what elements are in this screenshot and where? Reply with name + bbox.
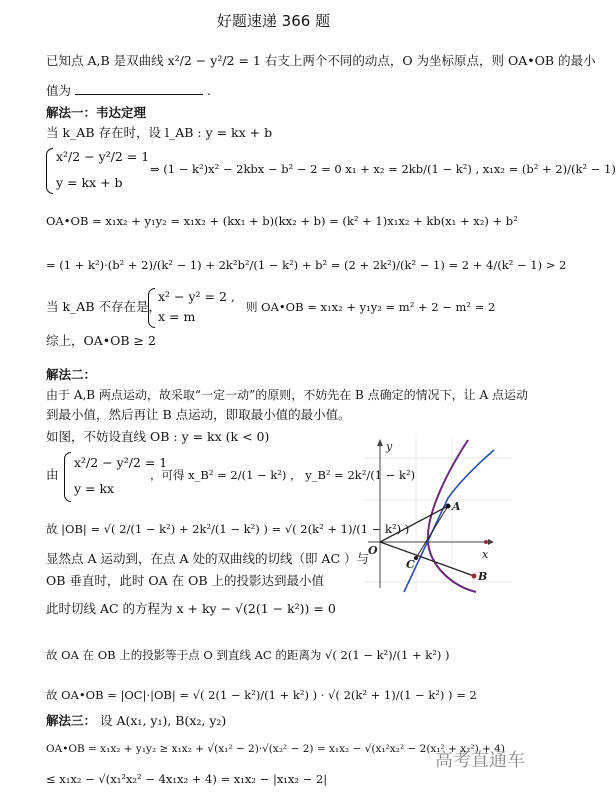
method2-para-7: 此时切线 AC 的方程为 x + ky − √(2(1 − k²)) = 0: [46, 601, 336, 616]
method1-line-5-prefix: 当 k_AB 不存在是，: [46, 299, 161, 314]
method2-system-suffix: ，可得 x_B² = 2/(1 − k²) ， y_B² = 2k²/(1 − k²): [150, 468, 416, 482]
method1-line-1: 当 k_AB 存在时，设 l_AB : y = kx + b: [46, 125, 273, 140]
page-title: 好题速递 366 题: [216, 12, 331, 30]
method1-system2-brace: [148, 288, 155, 328]
method2-para-6: OB 垂直时，此时 OA 在 OB 上的投影达到最小值: [46, 573, 325, 588]
x-axis-label: x: [482, 548, 489, 561]
segment-oa: [380, 506, 448, 542]
x-axis-arrow: [488, 539, 494, 545]
method1-line-5-suffix: 则 OA•OB = x₁x₂ + y₁y₂ = m² + 2 − m² = 2: [246, 300, 496, 314]
method1-line-3: OA•OB = x₁x₂ + y₁y₂ = x₁x₂ + (kx₁ + b)(kx₂ + b) = (k² + 1)x₁x₂ + kb(x₁ + x₂) + b²: [46, 214, 518, 228]
method2-system-eq-2: y = kx: [74, 481, 115, 496]
answer-blank: [75, 82, 203, 95]
method2-para-2: 到最小值，然后再让 B 点运动，即取最小值的最小值。: [46, 407, 351, 422]
hyperbola-figure: [364, 436, 512, 592]
method2-para-9: 故 OA•OB = |OC|·|OB| = √( 2(1 − k²)/(1 + k²) ) · √( 2(k² + 1)/(1 − k²) ) = 2: [46, 688, 477, 702]
method2-para-4: 故 |OB| = √( 2/(1 − k²) + 2k²/(1 − k²) ) = √( 2(k² + 1)/(1 − k²) ): [46, 522, 410, 536]
method1-system-brace: [46, 148, 53, 194]
segment-ob: [380, 542, 474, 576]
method2-system-prefix: 由: [46, 467, 59, 482]
y-axis-label: y: [386, 440, 393, 453]
method3-line-1: OA•OB = x₁x₂ + y₁y₂ ≥ x₁x₂ + √(x₁² − 2)·√(x₂² − 2) = x₁x₂ − √(x₁²x₂² − 2(x₁² + x₂²) + 4): [46, 743, 505, 755]
method1-system2-eq-2: x = m: [158, 309, 196, 324]
problem-line-2-suffix: .: [206, 83, 211, 98]
x-axis-marker: [484, 540, 488, 544]
method1-line-4: = (1 + k²)·(b² + 2)/(k² − 1) + 2k²b²/(1 − k²) + b² = (2 + 2k²)/(k² − 1) = 2 + 4/(k² − 1) > 2: [46, 258, 567, 272]
method1-system-eq-1: x²/2 − y²/2 = 1: [56, 149, 150, 164]
y-axis-arrow: [377, 439, 383, 446]
watermark: 高考直通车: [435, 750, 525, 771]
method2-para-1: 由于 A,B 两点运动，故采取“一定一动”的原则，不妨先在 B 点确定的情况下，让 A 点运动: [46, 388, 528, 402]
method1-system-eq-2: y = kx + b: [56, 175, 123, 190]
method2-system-brace: [64, 452, 71, 502]
method1-heading: 解法一：韦达定理: [46, 105, 147, 120]
method2-para-5: 显然点 A 运动到，在点 A 处的双曲线的切线（即 AC ）与: [46, 551, 369, 566]
problem-line-1: 已知点 A,B 是双曲线 x²/2 − y²/2 = 1 右支上两个不同的动点，O 为坐标原点，则 OA•OB 的最小: [46, 53, 596, 68]
point-c-label: C: [406, 558, 415, 571]
origin-label: O: [368, 544, 378, 557]
point-a: [446, 504, 451, 509]
method2-para-8: 故 OA 在 OB 上的投影等于点 O 到直线 AC 的距离为 √( 2(1 − k²)/(1 + k²) ): [46, 648, 450, 662]
point-b-label: B: [478, 570, 488, 583]
method2-system-eq-1: x²/2 − y²/2 = 1: [74, 455, 168, 470]
method2-para-3: 如图，不妨设直线 OB : y = kx (k < 0): [46, 429, 270, 444]
method3-heading-suffix: 设 A(x₁, y₁), B(x₂, y₂): [100, 713, 227, 728]
method1-system2-eq-1: x² − y² = 2 ,: [158, 289, 235, 304]
method3-heading-line: [46, 712, 226, 730]
method1-line-6: 综上，OA•OB ≥ 2: [46, 333, 156, 348]
method3-line-2: ≤ x₁x₂ − √(x₁²x₂² − 4x₁x₂ + 4) = x₁x₂ − |x₁x₂ − 2|: [46, 772, 328, 786]
problem-line-2-prefix: 值为: [46, 83, 72, 98]
method2-heading: 解法二：: [46, 367, 97, 382]
method3-heading: 解法三：: [46, 713, 97, 728]
method1-line-2: ⇒ (1 − k²)x² − 2kbx − b² − 2 = 0 x₁ + x₂ = 2kb/(1 − k²) , x₁x₂ = (b² + 2)/(k² − 1): [150, 162, 616, 176]
point-a-label: A: [452, 500, 461, 513]
point-b: [472, 574, 477, 579]
problem-line-2: [46, 82, 211, 100]
